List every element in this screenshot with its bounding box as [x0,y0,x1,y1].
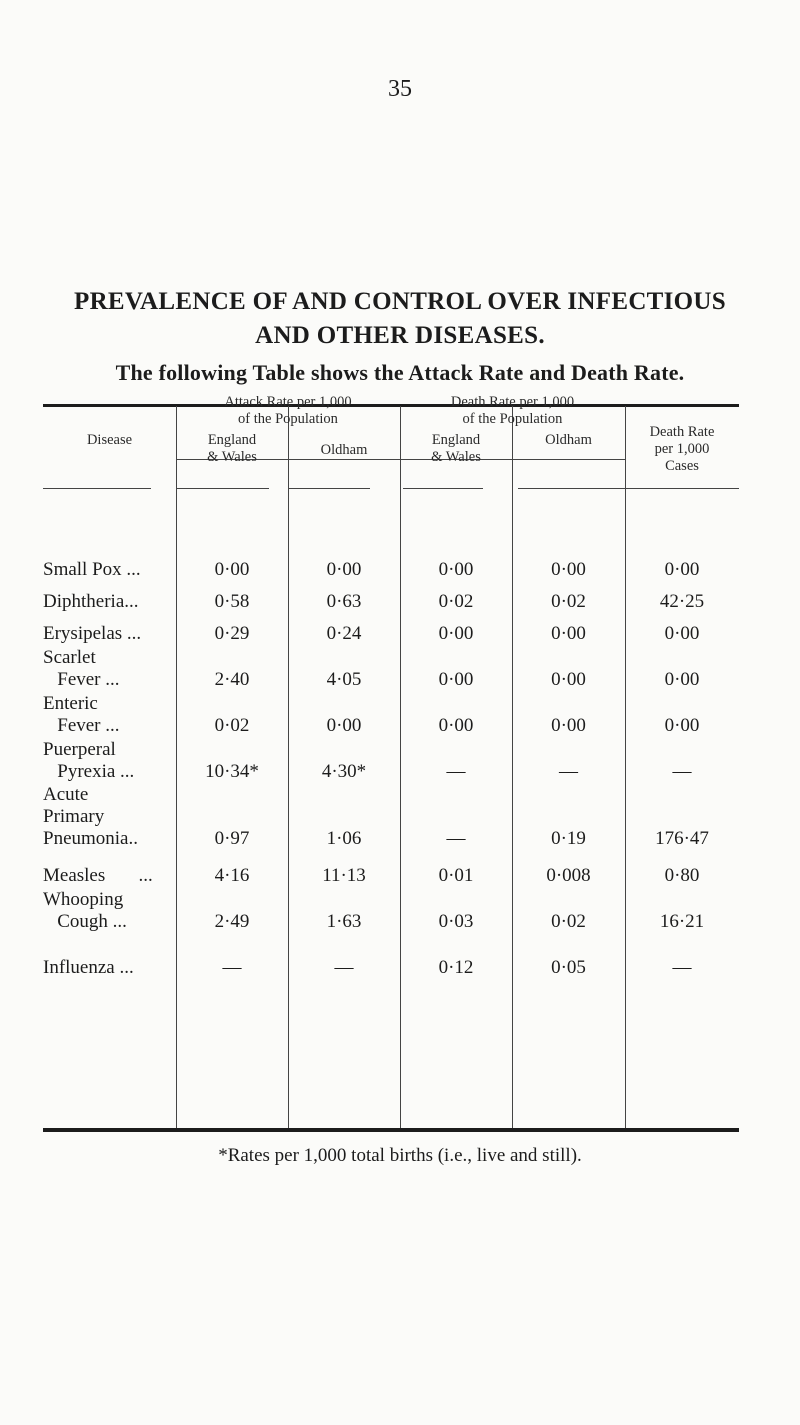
death-oldham-header: Oldham [545,432,592,448]
disease-name-cell [43,784,138,850]
death-oldham-cell: 0·05 [551,957,586,978]
death-rate-per-cases-cell: 42·25 [659,591,705,612]
attack-england-wales-cell: 0·00 [214,559,250,580]
death-oldham-cell: 0·008 [546,865,591,886]
death-rate-per-cases-header-line-3: Cases [665,458,699,474]
attack-oldham-cell: 1·63 [326,911,362,932]
attack-oldham-cell: 1·06 [326,828,362,849]
table-bottom-rule [43,1128,739,1132]
attack-oldham-cell: 4·30* [321,761,367,782]
death-england-wales-cell: 0·00 [438,559,474,580]
disease-name-line: Primary [43,806,105,827]
page-number: 35 [388,76,412,102]
death-rate-per-cases-header-line-2: per 1,000 [654,441,710,457]
disease-name-line: Acute [43,784,89,805]
death-oldham-cell: 0·02 [551,911,586,932]
attack-rate-group-header-line-1: Attack Rate per 1,000 [224,394,352,410]
attack-oldham-cell: 0·63 [326,591,362,612]
disease-name-line: Scarlet [43,647,96,668]
disease-name-line: Cough ... [43,911,127,932]
disease-name-line: Diphtheria... [43,591,139,612]
header-rule [625,488,739,489]
attack-england-wales-cell: 0·29 [214,623,250,644]
death-england-wales-cell: 0·00 [438,669,474,690]
death-rate-per-cases-cell: 0·00 [664,669,700,690]
attack-england-wales-cell: — [222,957,242,978]
disease-name-cell [43,739,134,783]
death-rate-per-cases-cell: 16·21 [659,911,705,932]
header-rule [403,488,483,489]
death-oldham-cell: 0·19 [551,828,586,849]
death-rate-per-cases-header-line-1: Death Rate [649,424,715,440]
header-rule [176,488,269,489]
death-rate-per-cases-header [625,424,739,475]
disease-name-line: Puerperal [43,739,116,760]
death-oldham-cell: 0·00 [551,559,586,580]
death-oldham-cell: 0·00 [551,623,586,644]
disease-name-line: Pyrexia ... [43,761,135,782]
death-rate-group-header-line-2: of the Population [462,411,563,427]
disease-name-line: Measles ... [43,865,153,886]
death-rate-group-header [400,394,625,428]
attack-oldham-cell: 4·05 [326,669,362,690]
disease-name-line: Fever ... [43,715,120,736]
attack-oldham-header: Oldham [320,442,368,458]
disease-name-cell [43,693,120,737]
attack-england-wales-cell: 4·16 [214,865,250,886]
page-title [0,285,800,353]
disease-name-line: Small Pox ... [43,559,141,580]
disease-column-header: Disease [86,432,133,448]
disease-name-line: Enteric [43,693,98,714]
disease-name-cell [43,623,141,645]
death-rate-per-cases-cell: 0·00 [664,559,700,580]
death-england-wales-cell: 0·00 [438,715,474,736]
death-oldham-cell: 0·02 [551,591,586,612]
death-england-wales-header-line-1: England [431,432,481,448]
page-title-line-2: AND OTHER DISEASES. [255,322,545,349]
death-england-wales-cell: 0·01 [438,865,474,886]
death-england-wales-cell: 0·02 [438,591,474,612]
attack-oldham-cell: 0·00 [326,559,362,580]
table-caption: The following Table shows the Attack Rate and Death Rate. [115,360,685,385]
footnote: *Rates per 1,000 total births (i.e., live and still). [218,1145,582,1166]
death-england-wales-cell: 0·03 [438,911,474,932]
disease-name-line: Pneumonia.. [43,828,138,849]
death-rate-per-cases-cell: — [672,761,692,782]
disease-name-line: Fever ... [43,669,120,690]
death-rate-per-cases-cell: — [672,957,692,978]
attack-oldham-cell: — [334,957,354,978]
attack-oldham-cell: 11·13 [322,865,366,886]
death-england-wales-cell: — [446,828,466,849]
disease-name-cell [43,647,120,691]
death-rate-per-cases-cell: 0·80 [664,865,700,886]
attack-england-wales-header-line-2: & Wales [207,449,257,465]
death-oldham-cell: 0·00 [551,669,586,690]
disease-name-line: Whooping [43,889,124,910]
death-england-wales-cell: 0·12 [438,957,474,978]
header-rule [43,488,151,489]
attack-england-wales-header [176,432,288,466]
disease-name-line: Erysipelas ... [43,623,142,644]
attack-england-wales-cell: 2·40 [214,669,250,690]
header-rule [288,488,370,489]
death-rate-per-cases-cell: 176·47 [655,828,709,849]
death-england-wales-cell: — [446,761,466,782]
attack-england-wales-cell: 2·49 [214,911,250,932]
disease-name-cell [43,957,134,979]
death-oldham-cell: — [559,761,578,782]
disease-name-cell [43,591,139,613]
death-england-wales-cell: 0·00 [438,623,474,644]
death-england-wales-header [400,432,512,466]
disease-name-cell [43,865,153,887]
attack-oldham-cell: 0·00 [326,715,362,736]
death-rate-per-cases-cell: 0·00 [664,715,700,736]
attack-england-wales-cell: 10·34* [205,761,259,782]
attack-england-wales-header-line-1: England [207,432,257,448]
death-rate-group-header-line-1: Death Rate per 1,000 [450,394,575,410]
death-england-wales-header-line-2: & Wales [431,449,481,465]
death-oldham-cell: 0·00 [551,715,586,736]
disease-name-cell [43,889,127,933]
attack-rate-group-header-line-2: of the Population [238,411,338,427]
attack-rate-group-header [176,394,400,428]
attack-oldham-cell: 0·24 [326,623,362,644]
death-rate-per-cases-cell: 0·00 [664,623,700,644]
disease-name-cell [43,559,141,581]
attack-england-wales-cell: 0·58 [214,591,250,612]
page-title-line-1: PREVALENCE OF AND CONTROL OVER INFECTIOUS [74,288,726,315]
disease-name-line: Influenza ... [43,957,134,978]
header-rule [518,488,625,489]
attack-england-wales-cell: 0·02 [214,715,250,736]
attack-england-wales-cell: 0·97 [214,828,250,849]
rates-table [43,394,739,1134]
